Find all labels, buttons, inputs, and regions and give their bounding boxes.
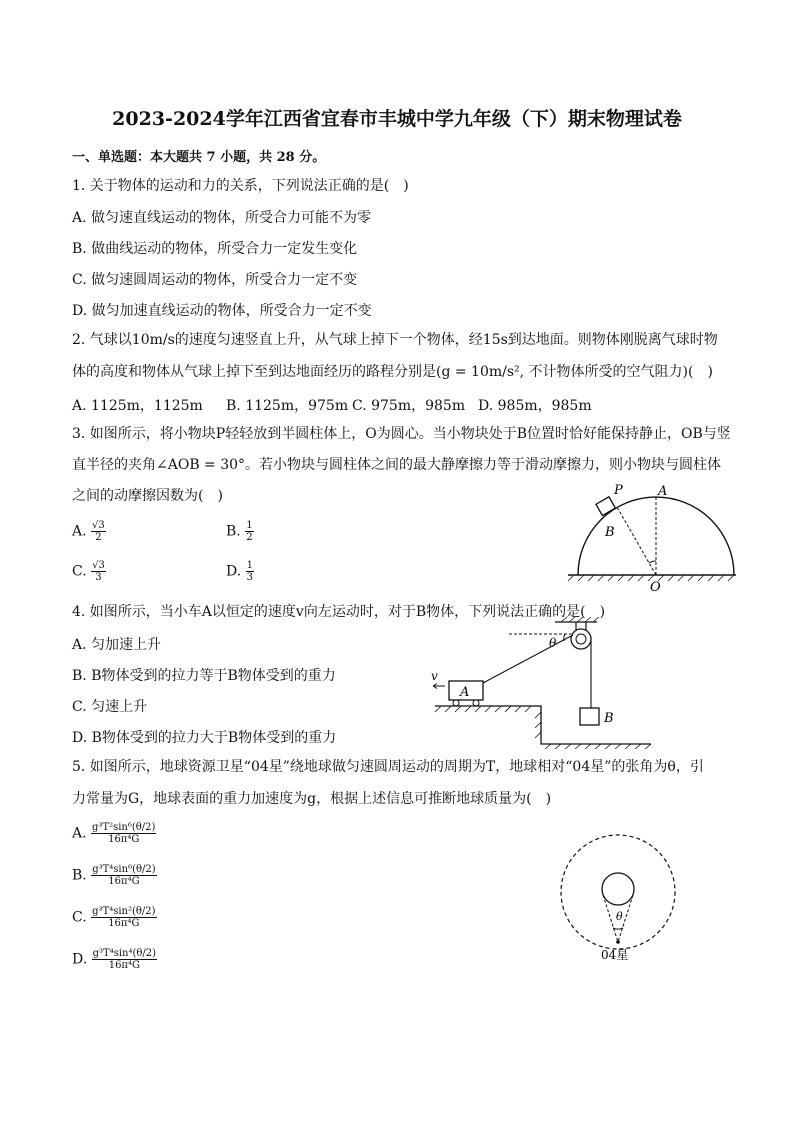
q3-stem-line-3: 之间的动摩擦因数为( )	[72, 488, 223, 504]
q5-orbit-figure	[555, 828, 685, 968]
q5-option-a[interactable]	[72, 822, 156, 845]
label-O: O	[650, 580, 661, 595]
q3-option-b[interactable]	[226, 520, 254, 543]
q3-option-d[interactable]	[226, 560, 254, 583]
q3-option-a[interactable]	[72, 520, 106, 543]
q5-option-b[interactable]	[72, 864, 157, 887]
q2-option-a[interactable]: A. 1125m，1125m	[72, 398, 203, 414]
label-satellite: 04星	[601, 948, 629, 962]
q5-option-c-fraction	[91, 906, 156, 929]
theta-arc	[613, 928, 623, 929]
q2-option-c[interactable]: C. 975m，985m	[352, 398, 466, 414]
angle-arc	[649, 561, 656, 563]
fraction-numerator: 1	[246, 520, 253, 531]
q3-option-a-fraction	[91, 520, 106, 543]
q4-stem: 4. 如图所示，当小车A以恒定的速度v向左运动时，对于B物体，下列说法正确的是( )	[72, 604, 606, 620]
q5-option-a-label: A.	[72, 825, 87, 842]
q3-option-c[interactable]	[72, 560, 106, 583]
rope-to-car	[483, 635, 573, 683]
label-P: P	[614, 483, 623, 498]
fraction-denominator: 16π⁴G	[108, 834, 140, 845]
q5-option-b-fraction	[91, 864, 156, 887]
fraction-numerator: 1	[246, 560, 254, 571]
label-A: A	[460, 685, 470, 700]
fraction-denominator: 16π⁴G	[108, 960, 140, 971]
fraction-denominator: 2	[95, 532, 102, 543]
q4-option-c[interactable]: C. 匀速上升	[72, 699, 148, 715]
fraction-numerator: g³T⁴sin²(θ/2)	[92, 906, 156, 917]
fraction-numerator: g³T⁴sin⁴(θ/2)	[92, 948, 157, 959]
q4-option-d[interactable]: D. B物体受到的拉力大于B物体受到的重力	[72, 730, 337, 746]
fraction-denominator: 16π⁴G	[108, 876, 140, 887]
q5-option-d-label: D.	[72, 951, 88, 968]
q2-option-d[interactable]: D. 985m，985m	[478, 398, 592, 414]
q5-stem-line-1: 5. 如图所示，地球资源卫星“04星”绕地球做匀速圆周运动的周期为T，地球相对“04星”的张角为θ，引	[72, 759, 704, 775]
q5-option-b-label: B.	[72, 867, 87, 884]
q1-stem: 1. 关于物体的运动和力的关系，下列说法正确的是( )	[72, 178, 409, 194]
q3-option-d-fraction	[246, 560, 254, 583]
radius-OB	[617, 507, 656, 575]
q5-option-d-fraction	[92, 948, 157, 971]
q4-option-a[interactable]: A. 匀加速上升	[72, 637, 162, 653]
q5-option-c[interactable]	[72, 906, 157, 929]
label-A: A	[658, 484, 668, 499]
q3-option-b-label: B.	[226, 523, 241, 540]
q3-option-c-label: C.	[72, 563, 87, 580]
label-B: B	[604, 711, 614, 726]
fraction-numerator: √3	[92, 520, 105, 531]
q2-stem-line-1: 2. 气球以10m/s的速度匀速竖直上升，从气球上掉下一个物体，经15s到达地面。则物体刚脱离气球时物	[72, 332, 718, 348]
ground-step-hatching	[435, 706, 651, 749]
pulley-wheel	[571, 629, 591, 649]
ceiling-hatching	[561, 617, 599, 622]
block-P	[596, 497, 615, 516]
q3-stem-line-1: 3. 如图所示，将小物块P轻轻放到半圆柱体上，O为圆心。当小物块处于B位置时恰好能保持静止，OB与竖	[72, 426, 731, 442]
fraction-denominator: 2	[246, 532, 253, 543]
block-B	[580, 708, 599, 725]
q3-option-b-fraction	[245, 520, 253, 543]
q3-stem-line-2: 直半径的夹角∠AOB = 30°。若小物块与圆柱体之间的最大静摩擦力等于滑动摩擦力，则小物块与圆柱体	[72, 457, 722, 473]
q1-option-d[interactable]: D. 做匀加速直线运动的物体，所受合力一定不变	[72, 303, 372, 319]
q3-half-cylinder-figure	[560, 478, 750, 600]
q3-option-c-fraction	[91, 560, 106, 583]
fraction-numerator: g³T⁴sin⁶(θ/2)	[92, 864, 156, 875]
fraction-numerator: g³T²sin⁶(θ/2)	[92, 822, 156, 833]
q5-option-a-fraction	[91, 822, 156, 845]
q1-option-c[interactable]: C. 做匀速圆周运动的物体，所受合力一定不变	[72, 272, 358, 288]
car-wheel-left	[453, 700, 459, 706]
label-B: B	[605, 525, 615, 540]
q5-option-c-label: C.	[72, 909, 87, 926]
q2-stem-line-2: 体的高度和物体从气球上掉下至到达地面经历的路程分别是(g = 10m/s², 不计物体所受的空气阻力)( )	[72, 364, 713, 380]
label-theta: θ	[549, 636, 557, 650]
q5-stem-line-2: 力常量为G，地球表面的重力加速度为g，根据上述信息可推断地球质量为( )	[72, 791, 552, 807]
label-v: v	[431, 669, 438, 683]
label-theta: θ	[616, 910, 623, 923]
q1-option-a[interactable]: A. 做匀速直线运动的物体，所受合力可能不为零	[72, 210, 372, 226]
q4-pulley-figure	[425, 617, 665, 749]
section-heading: 一、单选题：本大题共 7 小题，共 28 分。	[72, 150, 326, 165]
q1-option-b[interactable]: B. 做曲线运动的物体，所受合力一定发生变化	[72, 241, 358, 257]
fraction-denominator: 16π⁴G	[108, 918, 140, 929]
q3-option-a-label: A.	[72, 523, 87, 540]
car-wheel-right	[473, 700, 479, 706]
q2-option-b[interactable]: B. 1125m，975m	[226, 398, 349, 414]
q4-option-b[interactable]: B. B物体受到的拉力等于B物体受到的重力	[72, 668, 336, 684]
fraction-denominator: 3	[246, 572, 254, 583]
ground-step	[435, 706, 651, 744]
q3-option-d-label: D.	[226, 563, 242, 580]
fraction-numerator: √3	[92, 560, 105, 571]
page-title: 2023-2024学年江西省宜春市丰城中学九年级（下）期末物理试卷	[112, 108, 682, 130]
fraction-denominator: 3	[95, 572, 102, 583]
q5-option-d[interactable]	[72, 948, 157, 971]
satellite-dot	[616, 940, 620, 944]
earth-circle	[602, 873, 634, 905]
